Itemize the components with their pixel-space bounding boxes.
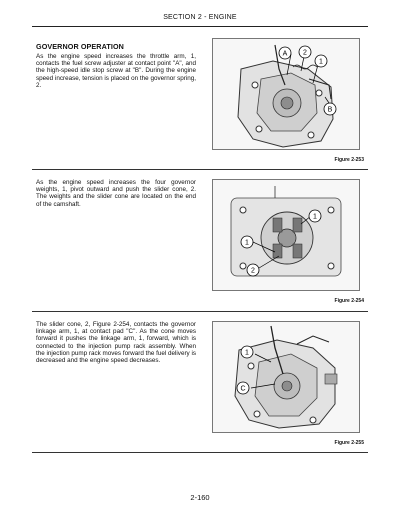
callout-2: 2 xyxy=(251,267,255,275)
figure-caption: Figure 2-255 xyxy=(334,440,364,446)
figure-caption: Figure 2-253 xyxy=(334,157,364,163)
figure-2-253 xyxy=(212,38,360,150)
header-divider xyxy=(32,26,368,27)
callout-1: 1 xyxy=(245,349,249,357)
section-divider xyxy=(32,311,368,312)
section-divider xyxy=(32,169,368,170)
section-heading: GOVERNOR OPERATION xyxy=(36,42,124,51)
governor-weights-illustration xyxy=(213,180,359,290)
callout-A: A xyxy=(282,50,288,58)
engine-governor-illustration xyxy=(213,39,359,149)
section-3-text: The slider cone, 2, Figure 2-254, contacts the governor linkage arm, 1, at contact pad "C". As the cone moves forward it pushes the linkage arm, 1, forward, which is connected to the injection pump rack assembly. When the injection pump rack moves forward the fuel delivery is decreased and the engine speed decreases. xyxy=(36,321,196,365)
callout-B: B xyxy=(327,106,333,114)
figure-2-255 xyxy=(212,321,360,433)
figure-caption: Figure 2-254 xyxy=(334,298,364,304)
section-1-text: As the engine speed increases the throttle arm, 1, contacts the fuel screw adjuster at contact point "A", and the high-speed idle stop screw at "B". During the engine speed increase, tension is placed on the governor spring, 2. xyxy=(36,53,196,89)
callout-1: 1 xyxy=(313,213,317,221)
callout-1: 1 xyxy=(319,58,323,66)
section-header: SECTION 2 - ENGINE xyxy=(163,14,237,21)
callout-2: 2 xyxy=(303,49,307,57)
section-2-text: As the engine speed increases the four governor weights, 1, pivot outward and push the slider cone, 2. The weights and the slider cone are located on the end of the camshaft. xyxy=(36,179,196,208)
callout-C: C xyxy=(240,385,246,393)
figure-2-254 xyxy=(212,179,360,291)
callout-1: 1 xyxy=(245,239,249,247)
section-divider xyxy=(32,452,368,453)
linkage-arm-illustration xyxy=(213,322,359,432)
page-number: 2-160 xyxy=(190,493,210,502)
